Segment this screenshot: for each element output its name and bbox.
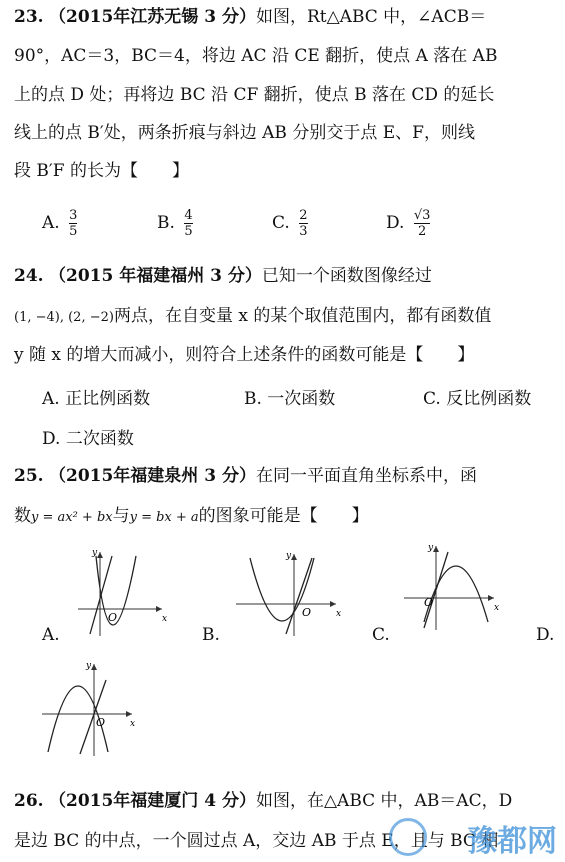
q25-text-1: 在同一平面直角坐标系中，函 (255, 466, 477, 486)
q25-line-1 (14, 465, 477, 487)
q23-option-d: D. $\frac{√3}{2}$ (386, 208, 431, 239)
q26-line-1 (14, 790, 512, 812)
q25-option-b: B. (202, 625, 220, 645)
watermark-logo-icon (389, 818, 427, 856)
q23-line-3: 上的点 D 处；再将边 BC 沿 CF 翻折，使点 B 落在 CD 的延长 (14, 85, 495, 105)
q23-line-5: 段 B′F 的长为【 】 (14, 161, 189, 181)
watermark: 豫都网 (467, 824, 557, 859)
axis-y-label: y (286, 551, 292, 561)
q26-number: 26. (14, 791, 44, 811)
q25-formula-1: y = ax² + bx (31, 510, 113, 525)
q24-text-1: 已知一个函数图像经过 (261, 266, 432, 286)
q24-line-2 (14, 305, 491, 329)
q24-option-c: C. 反比例函数 (423, 389, 532, 409)
q23-line-4: 线上的点 B′处，两条折痕与斜边 AB 分别交于点 E、F，则线 (14, 123, 475, 143)
origin-label: O (424, 596, 434, 609)
axis-x-label: x (130, 719, 136, 729)
q23-option-a: A. $\frac{3}{5}$ (42, 208, 78, 239)
q23-option-b: B. $\frac{4}{5}$ (157, 208, 193, 239)
axis-x-label: x (162, 614, 168, 624)
q24-text-2: 两点，在自变量 x 的某个取值范围内，都有函数值 (113, 306, 492, 326)
axis-x-label: x (336, 609, 342, 619)
q25-source: （2015年福建泉州 3 分） (48, 466, 256, 486)
q24-points: (1, −4), (2, −2) (14, 310, 114, 325)
q24-number: 24. (14, 266, 44, 286)
q25-graph-b (232, 546, 342, 638)
q24-option-d: D. 二次函数 (42, 429, 134, 449)
q23-text-1: 如图，Rt△ABC 中，∠ACB＝ (255, 7, 487, 27)
q24-option-b: B. 一次函数 (244, 389, 336, 409)
q24-line-3: y 随 x 的增大而减小，则符合上述条件的函数可能是【 】 (14, 345, 475, 365)
q24-line-1 (14, 265, 432, 287)
q23-line-2: 90°，AC＝3，BC＝4，将边 AC 沿 CE 翻折，使点 A 落在 AB (14, 46, 498, 66)
origin-label: O (108, 611, 118, 624)
q23-source: （2015年江苏无锡 3 分） (48, 7, 256, 27)
q23-line-1 (14, 6, 486, 28)
axis-x-label: x (494, 603, 500, 613)
q25-option-a: A. (42, 625, 60, 645)
q25-number: 25. (14, 466, 44, 486)
q25-graph-c (398, 540, 498, 632)
fraction: $\frac{√3}{2}$ (413, 208, 431, 239)
q25-graph-d (38, 660, 138, 760)
fraction: $\frac{2}{3}$ (299, 208, 308, 239)
q26-line-2: 是边 BC 的中点，一个圆过点 A，交边 AB 于点 E，且与 BC 相 (14, 831, 499, 851)
axis-y-label: y (92, 548, 98, 558)
fraction: $\frac{3}{5}$ (69, 208, 78, 239)
origin-label: O (96, 716, 106, 729)
q24-source: （2015 年福建福州 3 分） (48, 266, 262, 286)
q25-option-c: C. (372, 625, 390, 645)
q23-number: 23. (14, 7, 44, 27)
axis-y-label: y (428, 543, 434, 553)
q25-option-d: D. (536, 625, 555, 645)
q25-graph-a (70, 546, 170, 638)
axis-y-label: y (86, 661, 92, 671)
q24-option-a: A. 正比例函数 (42, 389, 151, 409)
origin-label: O (302, 606, 312, 619)
q25-line-2: 数y = ax² + bx与y = bx + a的图象可能是【 】 (14, 506, 369, 526)
q25-formula-2: y = bx + a (129, 510, 199, 525)
fraction: $\frac{4}{5}$ (184, 208, 193, 239)
q23-option-c: C. $\frac{2}{3}$ (272, 208, 308, 239)
q26-source: （2015年福建厦门 4 分） (48, 791, 256, 811)
q26-text-1: 如图，在△ABC 中，AB＝AC，D (255, 791, 513, 811)
